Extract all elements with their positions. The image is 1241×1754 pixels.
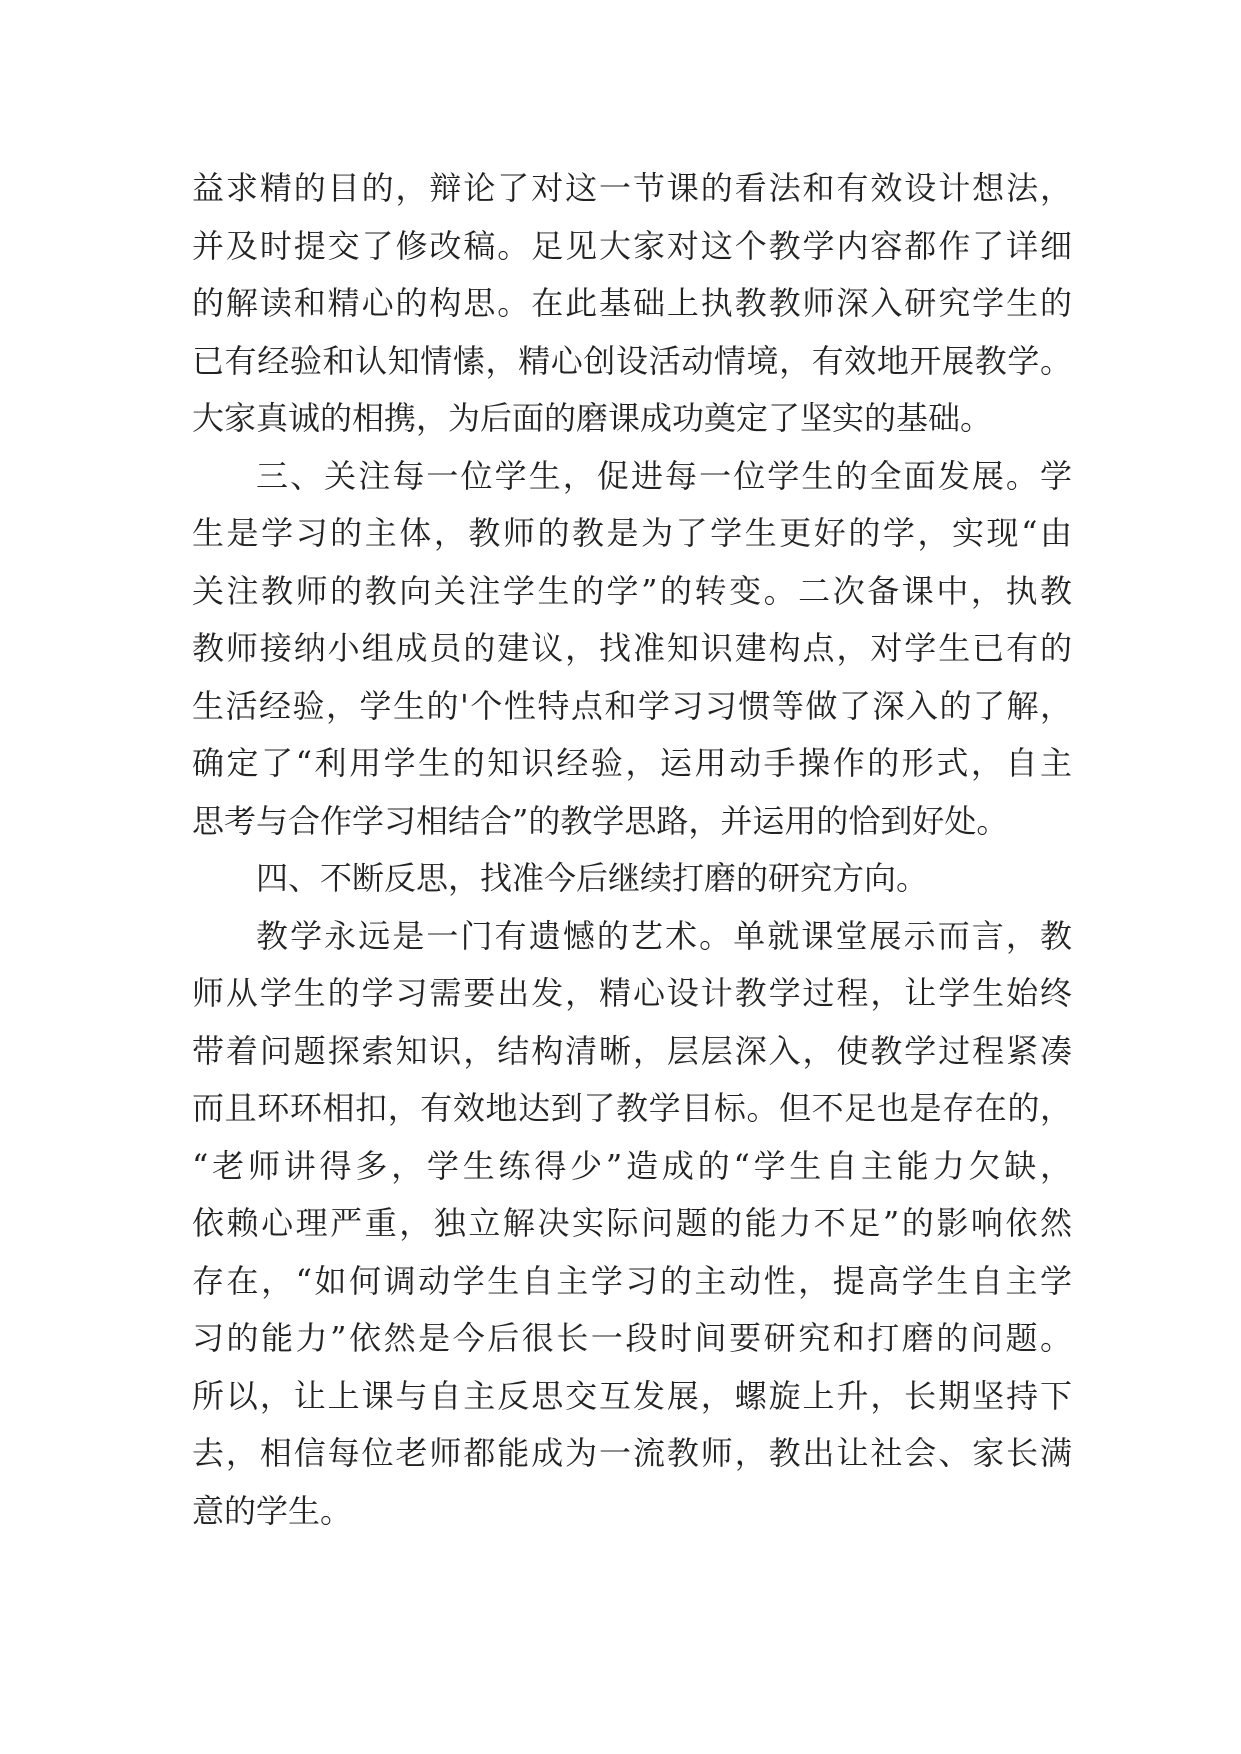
text-line: 并及时提交了修改稿。足见大家对这个教学内容都作了详细: [192, 226, 1072, 265]
text-line: 习的能力”依然是今后很长一段时间要研究和打磨的问题。: [192, 1319, 1072, 1357]
text-line: 已有经验和认知情愫，精心创设活动情境，有效地开展教学。: [192, 341, 1072, 380]
text-line: 关注教师的教向关注学生的学”的转变。二次备课中，执教: [192, 571, 1072, 610]
text-line: 益求精的目的，辩论了对这一节课的看法和有效设计想法，: [192, 169, 1072, 207]
text-line: 意的学生。: [192, 1491, 353, 1530]
section-heading-3: 三、关注每一位学生，促进每一位学生的全面发展。学: [256, 456, 1072, 495]
body-text: [192, 160, 1072, 1540]
text-line: 去，相信每位老师都能成为一流教师，教出让社会、家长满: [192, 1434, 1072, 1472]
text-line: 带着问题探索知识，结构清晰，层层深入，使教学过程紧凑: [192, 1031, 1072, 1070]
text-line: 大家真诚的相携，为后面的磨课成功奠定了坚实的基础。: [192, 399, 993, 437]
text-line: 的解读和精心的构思。在此基础上执教教师深入研究学生的: [192, 284, 1072, 322]
section-heading-4: 四、不断反思，找准今后继续打磨的研究方向。: [256, 859, 929, 897]
text-line: 师从学生的学习需要出发，精心设计教学过程，让学生始终: [192, 974, 1072, 1012]
text-line: 依赖心理严重，独立解决实际问题的能力不足”的影响依然: [192, 1204, 1072, 1242]
text-line: 教师接纳小组成员的建议，找准知识建构点，对学生已有的: [192, 629, 1072, 667]
text-line: 所以，让上课与自主反思交互发展，螺旋上升，长期坚持下: [192, 1376, 1072, 1415]
text-line: 思考与合作学习相结合”的教学思路，并运用的恰到好处。: [192, 801, 1009, 840]
text-line: 生是学习的主体，教师的教是为了学生更好的学，实现“由: [192, 514, 1072, 552]
text-line: 确定了“利用学生的知识经验，运用动手操作的形式，自主: [192, 744, 1072, 782]
text-line: 而且环环相扣，有效地达到了教学目标。但不足也是存在的，: [192, 1089, 1072, 1127]
text-line: 教学永远是一门有遗憾的艺术。单就课堂展示而言，教: [256, 916, 1072, 955]
text-line: 生活经验，学生的'个性特点和学习习惯等做了深入的了解，: [192, 686, 1072, 725]
text-line: “老师讲得多，学生练得少”造成的“学生自主能力欠缺，: [192, 1146, 1072, 1185]
text-line: 存在，“如何调动学生自主学习的主动性，提高学生自主学: [192, 1261, 1072, 1300]
